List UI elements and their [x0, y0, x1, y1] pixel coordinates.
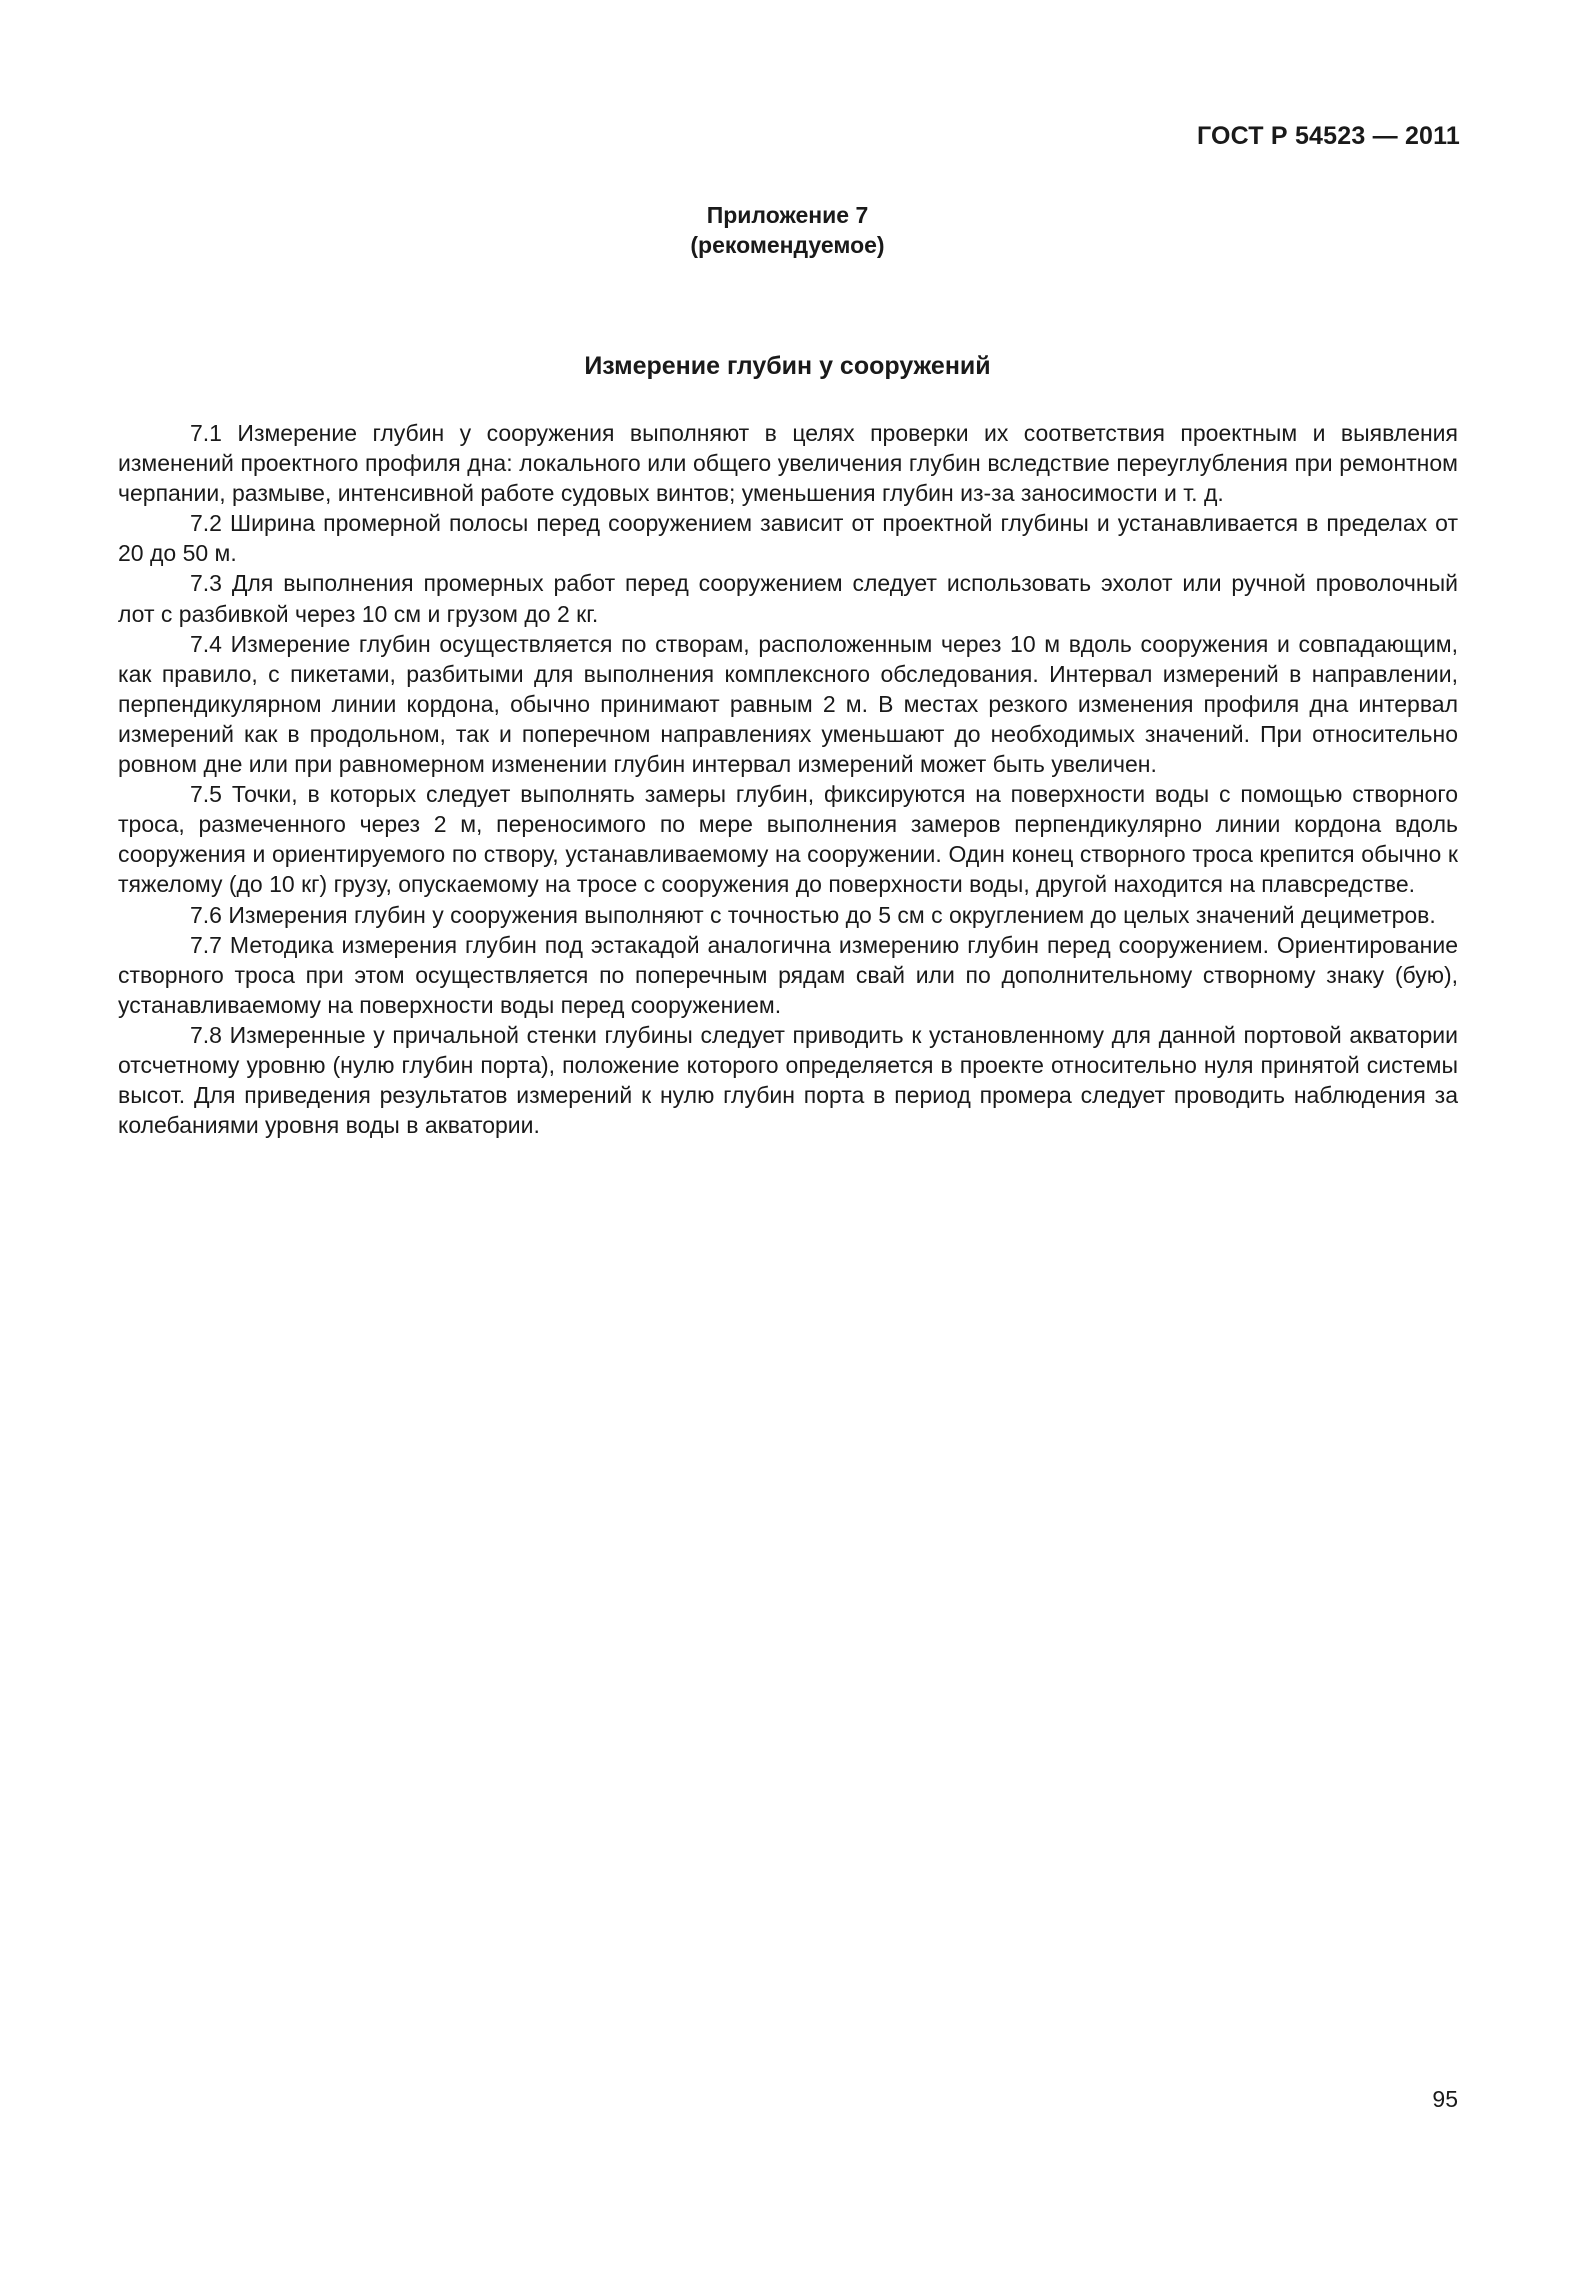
paragraph-7-1: 7.1 Измерение глубин у сооружения выполняют в целях проверки их соответствия проектным и выявления изменений проектного профиля дна: локального или общего увеличения глубин вследствие переуглубления при ремонтном черпании, размыве, интенсивной работе судовых винтов; уменьшения глубин из-за заносимости и т. д. [118, 420, 1458, 507]
paragraph-7-5: 7.5 Точки, в которых следует выполнять замеры глубин, фиксируются на поверхности воды с помощью створного троса, размеченного через 2 м, переносимого по мере выполнения замеров перпендикулярно линии кордона вдоль сооружения и ориентируемого по створу, устанавливаемому на сооружении. Один конец створного троса крепится обычно к тяжелому (до 10 кг) грузу, опускаемому на тросе с сооружения до поверхности воды, другой находится на плавсредстве. [118, 781, 1458, 898]
paragraph-7-6: 7.6 Измерения глубин у сооружения выполняют с точностью до 5 см с округлением до целых значений дециметров. [190, 901, 1436, 928]
paragraph-7-4: 7.4 Измерение глубин осуществляется по створам, расположенным через 10 м вдоль сооружения и совпадающим, как правило, с пикетами, разбитыми для выполнения комплексного обследования. Интервал измерений в направлении, перпендикулярном линии кордона, обычно принимают равным 2 м. В местах резкого изменения профиля дна интервал измерений как в продольном, так и поперечном направлениях уменьшают до необходимых значений. При относительно ровном дне или при равномерном изменении глубин интервал измерений может быть увеличен. [118, 630, 1458, 778]
appendix-heading [0, 200, 1575, 260]
paragraph-7-7: 7.7 Методика измерения глубин под эстакадой аналогична измерению глубин перед сооружением. Ориентирование створного троса при этом осуществляется по поперечным рядам свай или по дополнительному створному знаку (бую), устанавливаемому на поверхности воды перед сооружением. [118, 931, 1458, 1018]
paragraph-7-3: 7.3 Для выполнения промерных работ перед сооружением следует использовать эхолот или ручной проволочный лот с разбивкой через 10 см и грузом до 2 кг. [118, 570, 1458, 627]
document-code: ГОСТ Р 54523 — 2011 [1196, 122, 1460, 150]
appendix-type: (рекомендуемое) [690, 232, 885, 258]
appendix-title: Приложение 7 [706, 202, 869, 228]
paragraph-7-2: 7.2 Ширина промерной полосы перед сооружением зависит от проектной глубины и устанавливается в пределах от 20 до 50 м. [118, 510, 1458, 567]
section-title: Измерение глубин у сооружений [584, 352, 991, 380]
paragraph-7-8: 7.8 Измеренные у причальной стенки глубины следует приводить к установленному для данной портовой акватории отсчетному уровню (нулю глубин порта), положение которого определяется в проекте относительно нуля принятой системы высот. Для приведения результатов измерений к нулю глубин порта в период промера следует проводить наблюдения за колебаниями уровня воды в акватории. [118, 1021, 1458, 1139]
body-text [118, 418, 1458, 1140]
page-number: 95 [1432, 2086, 1458, 2112]
